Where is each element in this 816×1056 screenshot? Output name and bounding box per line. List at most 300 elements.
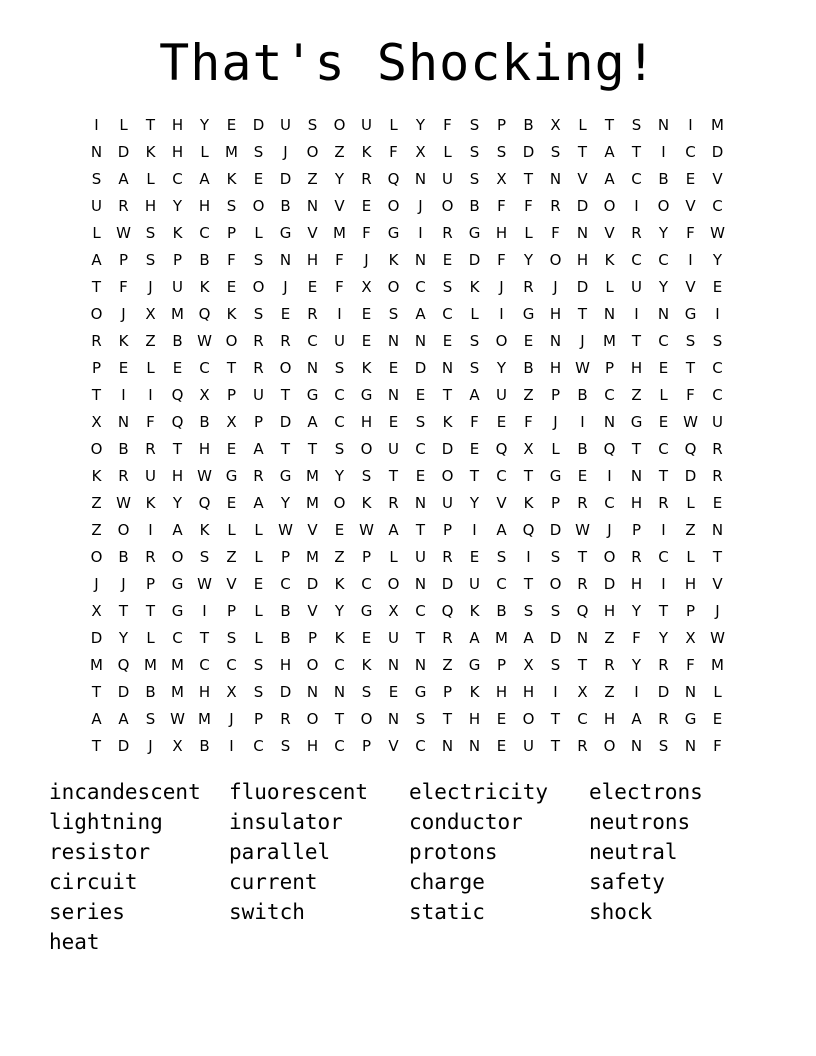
grid-letter[interactable]: H: [495, 224, 508, 242]
grid-letter[interactable]: X: [91, 602, 102, 620]
grid-letter[interactable]: P: [307, 629, 318, 647]
grid-letter[interactable]: S: [469, 170, 480, 188]
grid-letter[interactable]: J: [148, 737, 153, 755]
grid-letter[interactable]: C: [658, 548, 669, 566]
grid-letter[interactable]: A: [91, 251, 102, 269]
grid-letter[interactable]: K: [199, 521, 210, 539]
grid-letter[interactable]: D: [117, 683, 130, 701]
grid-letter[interactable]: S: [496, 548, 507, 566]
grid-letter[interactable]: Y: [658, 224, 669, 242]
grid-letter[interactable]: I: [688, 251, 693, 269]
grid-letter[interactable]: M: [90, 656, 103, 674]
grid-letter[interactable]: W: [575, 521, 590, 539]
grid-letter[interactable]: E: [415, 386, 426, 404]
grid-letter[interactable]: X: [523, 440, 534, 458]
grid-letter[interactable]: D: [684, 467, 697, 485]
grid-letter[interactable]: Q: [522, 521, 535, 539]
grid-letter[interactable]: Y: [334, 170, 345, 188]
grid-letter[interactable]: G: [684, 305, 697, 323]
grid-letter[interactable]: B: [280, 602, 291, 620]
grid-letter[interactable]: K: [172, 224, 183, 242]
grid-letter[interactable]: Y: [658, 629, 669, 647]
grid-letter[interactable]: N: [549, 170, 562, 188]
grid-letter[interactable]: J: [283, 143, 288, 161]
grid-letter[interactable]: C: [415, 278, 426, 296]
grid-letter[interactable]: Z: [604, 629, 615, 647]
grid-letter[interactable]: G: [171, 602, 184, 620]
grid-letter[interactable]: C: [496, 467, 507, 485]
grid-letter[interactable]: U: [172, 278, 183, 296]
grid-letter[interactable]: Y: [658, 278, 669, 296]
grid-letter[interactable]: T: [280, 440, 291, 458]
grid-letter[interactable]: W: [197, 332, 212, 350]
grid-letter[interactable]: C: [712, 197, 723, 215]
grid-letter[interactable]: G: [549, 467, 562, 485]
grid-letter[interactable]: I: [661, 521, 666, 539]
grid-letter[interactable]: I: [661, 143, 666, 161]
grid-letter[interactable]: I: [148, 386, 153, 404]
grid-letter[interactable]: H: [198, 197, 211, 215]
grid-letter[interactable]: O: [333, 116, 346, 134]
grid-letter[interactable]: C: [415, 440, 426, 458]
grid-letter[interactable]: F: [470, 413, 479, 431]
grid-letter[interactable]: S: [253, 143, 264, 161]
grid-letter[interactable]: R: [253, 332, 264, 350]
grid-letter[interactable]: N: [711, 521, 724, 539]
grid-letter[interactable]: T: [415, 629, 426, 647]
grid-letter[interactable]: D: [549, 629, 562, 647]
grid-letter[interactable]: I: [229, 737, 234, 755]
grid-letter[interactable]: Q: [198, 494, 211, 512]
grid-letter[interactable]: L: [254, 224, 263, 242]
grid-letter[interactable]: K: [469, 683, 480, 701]
grid-letter[interactable]: F: [146, 413, 155, 431]
grid-letter[interactable]: L: [254, 602, 263, 620]
grid-letter[interactable]: C: [442, 305, 453, 323]
grid-letter[interactable]: C: [712, 386, 723, 404]
grid-letter[interactable]: P: [361, 548, 372, 566]
grid-letter[interactable]: M: [306, 548, 319, 566]
grid-letter[interactable]: D: [441, 575, 454, 593]
grid-letter[interactable]: I: [499, 305, 504, 323]
grid-letter[interactable]: J: [418, 197, 423, 215]
grid-letter[interactable]: P: [361, 737, 372, 755]
grid-letter[interactable]: X: [172, 737, 183, 755]
grid-letter[interactable]: S: [658, 737, 669, 755]
grid-letter[interactable]: F: [443, 116, 452, 134]
grid-letter[interactable]: N: [387, 332, 400, 350]
grid-letter[interactable]: V: [307, 224, 318, 242]
grid-letter[interactable]: E: [361, 629, 372, 647]
grid-letter[interactable]: D: [279, 170, 292, 188]
grid-letter[interactable]: D: [414, 359, 427, 377]
grid-letter[interactable]: Y: [496, 359, 507, 377]
grid-letter[interactable]: S: [685, 332, 696, 350]
grid-letter[interactable]: K: [91, 467, 102, 485]
grid-letter[interactable]: D: [117, 737, 130, 755]
grid-letter[interactable]: R: [388, 494, 399, 512]
grid-letter[interactable]: E: [523, 332, 534, 350]
grid-letter[interactable]: E: [361, 305, 372, 323]
grid-letter[interactable]: S: [550, 656, 561, 674]
grid-letter[interactable]: E: [307, 278, 318, 296]
grid-letter[interactable]: C: [199, 656, 210, 674]
grid-letter[interactable]: W: [710, 224, 725, 242]
grid-letter[interactable]: N: [306, 197, 319, 215]
grid-letter[interactable]: L: [146, 629, 155, 647]
grid-letter[interactable]: K: [334, 629, 345, 647]
grid-letter[interactable]: C: [199, 359, 210, 377]
grid-letter[interactable]: I: [148, 521, 153, 539]
grid-letter[interactable]: S: [91, 170, 102, 188]
grid-letter[interactable]: C: [280, 575, 291, 593]
grid-letter[interactable]: K: [469, 602, 480, 620]
grid-letter[interactable]: T: [199, 629, 210, 647]
grid-letter[interactable]: L: [254, 521, 263, 539]
grid-letter[interactable]: O: [252, 278, 265, 296]
grid-letter[interactable]: B: [469, 197, 480, 215]
grid-letter[interactable]: X: [361, 278, 372, 296]
grid-letter[interactable]: B: [199, 251, 210, 269]
grid-letter[interactable]: E: [469, 548, 480, 566]
grid-letter[interactable]: S: [415, 413, 426, 431]
grid-letter[interactable]: H: [468, 710, 481, 728]
grid-letter[interactable]: X: [388, 602, 399, 620]
grid-letter[interactable]: F: [524, 197, 533, 215]
grid-letter[interactable]: Z: [334, 548, 345, 566]
grid-letter[interactable]: I: [715, 305, 720, 323]
grid-letter[interactable]: R: [280, 710, 291, 728]
grid-letter[interactable]: E: [388, 683, 399, 701]
grid-letter[interactable]: X: [226, 413, 237, 431]
grid-letter[interactable]: Q: [387, 170, 400, 188]
grid-letter[interactable]: E: [577, 467, 588, 485]
grid-letter[interactable]: T: [604, 116, 615, 134]
grid-letter[interactable]: O: [90, 548, 103, 566]
grid-letter[interactable]: R: [118, 197, 129, 215]
grid-letter[interactable]: T: [226, 359, 237, 377]
grid-letter[interactable]: C: [334, 386, 345, 404]
grid-letter[interactable]: C: [712, 359, 723, 377]
grid-letter[interactable]: Y: [631, 656, 642, 674]
grid-letter[interactable]: W: [197, 575, 212, 593]
grid-letter[interactable]: S: [550, 602, 561, 620]
grid-letter[interactable]: H: [171, 467, 184, 485]
grid-letter[interactable]: Q: [117, 656, 130, 674]
grid-letter[interactable]: O: [387, 197, 400, 215]
grid-letter[interactable]: O: [387, 575, 400, 593]
grid-letter[interactable]: L: [254, 629, 263, 647]
grid-letter[interactable]: I: [607, 467, 612, 485]
grid-letter[interactable]: Z: [442, 656, 453, 674]
grid-letter[interactable]: K: [523, 494, 534, 512]
grid-letter[interactable]: K: [361, 656, 372, 674]
grid-letter[interactable]: Z: [91, 494, 102, 512]
grid-letter[interactable]: H: [360, 413, 373, 431]
grid-letter[interactable]: L: [713, 683, 722, 701]
grid-letter[interactable]: R: [280, 332, 291, 350]
grid-letter[interactable]: C: [631, 251, 642, 269]
grid-letter[interactable]: U: [334, 332, 345, 350]
grid-letter[interactable]: W: [359, 521, 374, 539]
grid-letter[interactable]: N: [387, 386, 400, 404]
grid-letter[interactable]: R: [118, 467, 129, 485]
grid-letter[interactable]: B: [577, 386, 588, 404]
grid-letter[interactable]: Y: [712, 251, 723, 269]
grid-letter[interactable]: R: [523, 278, 534, 296]
grid-letter[interactable]: K: [199, 278, 210, 296]
grid-letter[interactable]: T: [91, 737, 102, 755]
grid-letter[interactable]: C: [685, 143, 696, 161]
grid-letter[interactable]: Y: [118, 629, 129, 647]
grid-letter[interactable]: B: [145, 683, 156, 701]
grid-letter[interactable]: C: [496, 575, 507, 593]
grid-letter[interactable]: T: [172, 440, 183, 458]
grid-letter[interactable]: V: [226, 575, 237, 593]
grid-letter[interactable]: C: [658, 332, 669, 350]
grid-letter[interactable]: X: [523, 656, 534, 674]
grid-letter[interactable]: S: [334, 359, 345, 377]
grid-letter[interactable]: A: [307, 413, 318, 431]
grid-letter[interactable]: A: [631, 710, 642, 728]
grid-letter[interactable]: A: [415, 305, 426, 323]
grid-letter[interactable]: E: [658, 413, 669, 431]
grid-letter[interactable]: X: [145, 305, 156, 323]
grid-letter[interactable]: X: [685, 629, 696, 647]
grid-letter[interactable]: R: [658, 494, 669, 512]
grid-letter[interactable]: E: [712, 494, 723, 512]
grid-letter[interactable]: R: [631, 224, 642, 242]
grid-letter[interactable]: S: [442, 278, 453, 296]
grid-letter[interactable]: Q: [495, 440, 508, 458]
grid-letter[interactable]: X: [226, 683, 237, 701]
grid-letter[interactable]: A: [199, 170, 210, 188]
grid-letter[interactable]: T: [415, 521, 426, 539]
grid-letter[interactable]: C: [658, 440, 669, 458]
grid-letter[interactable]: Y: [199, 116, 210, 134]
grid-letter[interactable]: P: [550, 494, 561, 512]
grid-letter[interactable]: T: [550, 710, 561, 728]
grid-letter[interactable]: E: [442, 251, 453, 269]
grid-letter[interactable]: G: [279, 467, 292, 485]
grid-letter[interactable]: N: [441, 737, 454, 755]
grid-letter[interactable]: X: [199, 386, 210, 404]
grid-letter[interactable]: M: [306, 467, 319, 485]
grid-letter[interactable]: T: [280, 386, 291, 404]
grid-letter[interactable]: E: [388, 413, 399, 431]
grid-letter[interactable]: P: [172, 251, 183, 269]
grid-letter[interactable]: O: [603, 548, 616, 566]
grid-letter[interactable]: D: [252, 116, 265, 134]
grid-letter[interactable]: H: [603, 602, 616, 620]
grid-letter[interactable]: S: [388, 305, 399, 323]
grid-letter[interactable]: N: [414, 494, 427, 512]
grid-letter[interactable]: L: [146, 359, 155, 377]
grid-letter[interactable]: A: [172, 521, 183, 539]
grid-letter[interactable]: O: [117, 521, 130, 539]
grid-letter[interactable]: N: [468, 737, 481, 755]
grid-letter[interactable]: U: [523, 737, 534, 755]
grid-letter[interactable]: N: [306, 683, 319, 701]
grid-letter[interactable]: Z: [145, 332, 156, 350]
grid-letter[interactable]: U: [388, 440, 399, 458]
grid-letter[interactable]: R: [307, 305, 318, 323]
grid-letter[interactable]: O: [333, 494, 346, 512]
grid-letter[interactable]: J: [364, 251, 369, 269]
grid-letter[interactable]: S: [415, 710, 426, 728]
grid-letter[interactable]: T: [577, 305, 588, 323]
grid-letter[interactable]: X: [496, 170, 507, 188]
grid-letter[interactable]: K: [469, 278, 480, 296]
grid-letter[interactable]: W: [116, 224, 131, 242]
grid-letter[interactable]: T: [469, 467, 480, 485]
grid-letter[interactable]: C: [604, 386, 615, 404]
grid-letter[interactable]: H: [198, 683, 211, 701]
grid-letter[interactable]: A: [496, 521, 507, 539]
grid-letter[interactable]: Y: [334, 467, 345, 485]
grid-letter[interactable]: P: [685, 602, 696, 620]
grid-letter[interactable]: V: [307, 602, 318, 620]
grid-letter[interactable]: H: [144, 197, 157, 215]
grid-letter[interactable]: I: [661, 575, 666, 593]
grid-letter[interactable]: G: [279, 224, 292, 242]
grid-letter[interactable]: V: [685, 197, 696, 215]
grid-letter[interactable]: C: [307, 332, 318, 350]
grid-letter[interactable]: R: [631, 548, 642, 566]
grid-letter[interactable]: W: [575, 359, 590, 377]
grid-letter[interactable]: H: [171, 116, 184, 134]
grid-letter[interactable]: X: [550, 116, 561, 134]
grid-letter[interactable]: M: [144, 656, 157, 674]
grid-letter[interactable]: G: [225, 467, 238, 485]
grid-letter[interactable]: Q: [171, 413, 184, 431]
grid-letter[interactable]: S: [253, 305, 264, 323]
grid-letter[interactable]: Z: [307, 170, 318, 188]
grid-letter[interactable]: P: [226, 386, 237, 404]
grid-letter[interactable]: N: [333, 683, 346, 701]
grid-letter[interactable]: L: [605, 278, 614, 296]
grid-letter[interactable]: M: [171, 305, 184, 323]
grid-letter[interactable]: J: [580, 332, 585, 350]
grid-letter[interactable]: X: [577, 683, 588, 701]
grid-letter[interactable]: R: [550, 197, 561, 215]
grid-letter[interactable]: M: [711, 116, 724, 134]
grid-letter[interactable]: I: [634, 683, 639, 701]
grid-letter[interactable]: R: [577, 575, 588, 593]
grid-letter[interactable]: I: [688, 116, 693, 134]
grid-letter[interactable]: C: [334, 413, 345, 431]
grid-letter[interactable]: L: [686, 548, 695, 566]
grid-letter[interactable]: L: [659, 386, 668, 404]
grid-letter[interactable]: I: [202, 602, 207, 620]
grid-letter[interactable]: V: [496, 494, 507, 512]
grid-letter[interactable]: I: [94, 116, 99, 134]
grid-letter[interactable]: H: [630, 359, 643, 377]
grid-letter[interactable]: R: [145, 440, 156, 458]
grid-letter[interactable]: B: [118, 440, 129, 458]
grid-letter[interactable]: L: [146, 170, 155, 188]
grid-letter[interactable]: N: [414, 656, 427, 674]
grid-letter[interactable]: G: [360, 602, 373, 620]
grid-letter[interactable]: R: [442, 224, 453, 242]
grid-letter[interactable]: J: [499, 278, 504, 296]
grid-letter[interactable]: A: [118, 170, 129, 188]
grid-letter[interactable]: D: [603, 575, 616, 593]
grid-letter[interactable]: H: [279, 656, 292, 674]
grid-letter[interactable]: E: [361, 332, 372, 350]
grid-letter[interactable]: E: [334, 521, 345, 539]
grid-letter[interactable]: Y: [631, 602, 642, 620]
grid-letter[interactable]: E: [253, 170, 264, 188]
grid-letter[interactable]: H: [495, 683, 508, 701]
grid-letter[interactable]: N: [684, 683, 697, 701]
grid-letter[interactable]: C: [415, 602, 426, 620]
grid-letter[interactable]: I: [121, 386, 126, 404]
grid-letter[interactable]: E: [253, 575, 264, 593]
grid-letter[interactable]: N: [279, 251, 292, 269]
grid-letter[interactable]: V: [577, 170, 588, 188]
grid-letter[interactable]: D: [522, 143, 535, 161]
grid-letter[interactable]: D: [306, 575, 319, 593]
grid-letter[interactable]: I: [634, 197, 639, 215]
grid-letter[interactable]: F: [524, 413, 533, 431]
grid-letter[interactable]: O: [441, 197, 454, 215]
grid-letter[interactable]: F: [686, 224, 695, 242]
grid-letter[interactable]: O: [603, 197, 616, 215]
grid-letter[interactable]: T: [577, 656, 588, 674]
grid-letter[interactable]: F: [497, 251, 506, 269]
grid-letter[interactable]: B: [199, 737, 210, 755]
grid-letter[interactable]: P: [118, 251, 129, 269]
grid-letter[interactable]: T: [388, 467, 399, 485]
grid-letter[interactable]: O: [360, 440, 373, 458]
grid-letter[interactable]: T: [577, 143, 588, 161]
grid-letter[interactable]: R: [145, 548, 156, 566]
grid-letter[interactable]: M: [306, 494, 319, 512]
grid-letter[interactable]: K: [226, 305, 237, 323]
grid-letter[interactable]: C: [226, 656, 237, 674]
grid-letter[interactable]: E: [226, 494, 237, 512]
grid-letter[interactable]: U: [253, 386, 264, 404]
grid-letter[interactable]: C: [334, 737, 345, 755]
grid-letter[interactable]: K: [145, 494, 156, 512]
grid-letter[interactable]: D: [468, 251, 481, 269]
grid-letter[interactable]: J: [148, 278, 153, 296]
grid-letter[interactable]: O: [657, 197, 670, 215]
grid-letter[interactable]: O: [279, 359, 292, 377]
grid-letter[interactable]: U: [388, 629, 399, 647]
grid-letter[interactable]: L: [254, 548, 263, 566]
grid-letter[interactable]: H: [630, 575, 643, 593]
grid-letter[interactable]: T: [523, 170, 534, 188]
grid-letter[interactable]: N: [549, 332, 562, 350]
grid-letter[interactable]: T: [91, 386, 102, 404]
grid-letter[interactable]: Z: [685, 521, 696, 539]
grid-letter[interactable]: T: [523, 467, 534, 485]
grid-letter[interactable]: E: [172, 359, 183, 377]
grid-letter[interactable]: B: [172, 332, 183, 350]
grid-letter[interactable]: T: [712, 548, 723, 566]
grid-letter[interactable]: S: [469, 359, 480, 377]
grid-letter[interactable]: F: [335, 278, 344, 296]
grid-letter[interactable]: B: [118, 548, 129, 566]
grid-letter[interactable]: R: [577, 737, 588, 755]
grid-letter[interactable]: O: [603, 737, 616, 755]
grid-letter[interactable]: J: [715, 602, 720, 620]
grid-letter[interactable]: K: [145, 143, 156, 161]
grid-letter[interactable]: N: [414, 575, 427, 593]
grid-letter[interactable]: H: [684, 575, 697, 593]
